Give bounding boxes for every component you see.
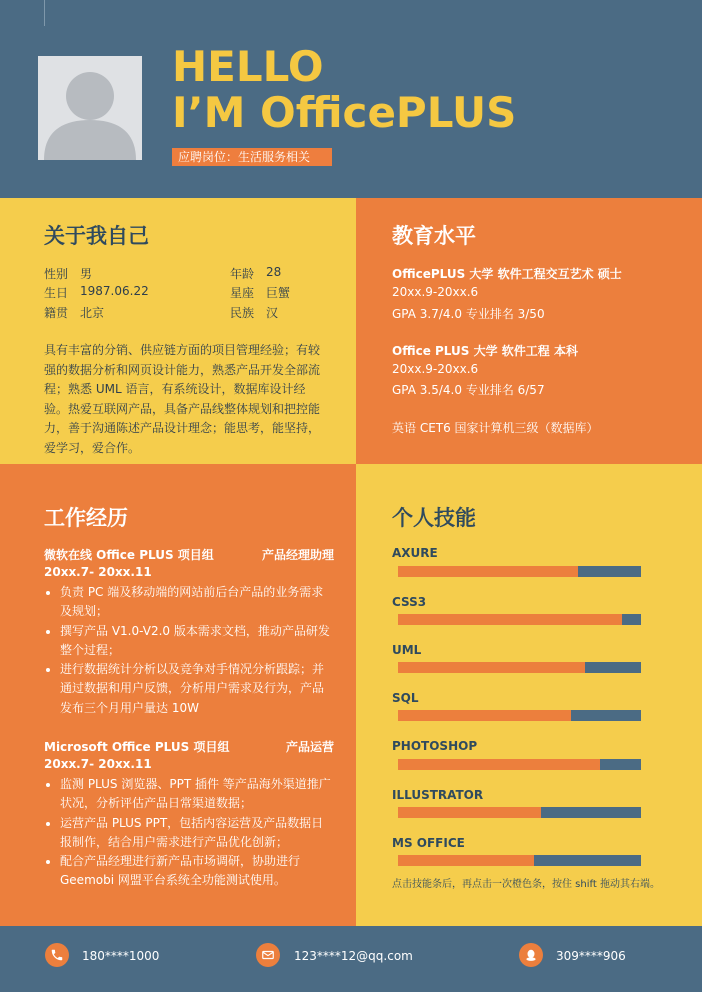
edu-2-date: 20xx.9-20xx.6: [392, 362, 479, 376]
mail-icon: [256, 943, 280, 967]
qq-icon: [519, 943, 543, 967]
job-1-duties: [44, 583, 334, 718]
skill-bar-fill[interactable]: [398, 662, 585, 673]
about-title: 关于我自己: [44, 224, 149, 248]
hero-title: [172, 44, 516, 136]
edu-2-school: Office PLUS 大学 软件工程 本科: [392, 344, 578, 358]
job-2: [44, 738, 334, 891]
age-label: 年龄: [230, 267, 255, 281]
list-item: • 监测 PLUS 浏览器、PPT 插件 等产品海外渠道推广状况，分析评估产品日常渠道数据；: [60, 775, 334, 814]
phone-number[interactable]: 180****1000: [82, 949, 160, 963]
edu-1-gpa: GPA 3.7/4.0 专业排名 3/50: [392, 307, 545, 321]
skill-bar[interactable]: [398, 566, 641, 577]
ethnic-value: 汉: [266, 306, 279, 320]
job-2-date: 20xx.7- 20xx.11: [44, 757, 152, 771]
list-item: • 运营产品 PLUS PPT，包括内容运营及产品数据日报制作，结合用户需求进行产品优化创新；: [60, 814, 334, 853]
list-item: • 配合产品经理进行新产品市场调研，协助进行 Geemobi 网盟平台系统全功能测试使用。: [60, 852, 334, 891]
user-silhouette-icon: [38, 56, 142, 160]
skill-label: CSS3: [392, 595, 427, 609]
zodiac-label: 星座: [230, 286, 255, 300]
ethnic-label: 民族: [230, 306, 255, 320]
skill-label: AXURE: [392, 546, 438, 560]
job-1-company: 微软在线 Office PLUS 项目组: [44, 548, 214, 562]
avatar: [38, 56, 142, 160]
origin-value: 北京: [80, 306, 105, 320]
job-1-role: 产品经理助理: [261, 548, 334, 562]
bio-text: 具有丰富的分销、供应链方面的项目管理经验；有较强的数据分析和网页设计能力，熟悉产品开发全部流程；熟悉 UML 语言，有系统设计，数据库设计经验。热爱互联网产品，具备产品线整体规划和把控能力，善于沟通陈述产品设计理念；能思考，能坚持，爱学习，爱合作。: [44, 343, 321, 455]
gender-label: 性别: [44, 267, 69, 281]
skill-bar[interactable]: [398, 807, 641, 818]
edu-1-date: 20xx.9-20xx.6: [392, 285, 479, 299]
job-2-company: Microsoft Office PLUS 项目组: [44, 740, 230, 754]
hero-line-1: HELLO: [172, 42, 324, 91]
qq-number[interactable]: 309****906: [556, 949, 626, 963]
skill-bar-fill[interactable]: [398, 759, 600, 770]
skills-title: 个人技能: [392, 506, 476, 530]
position-badge: 应聘岗位：生活服务相关: [172, 148, 332, 166]
gender-value: 男: [80, 267, 93, 281]
email-address[interactable]: 123****12@qq.com: [294, 949, 413, 963]
skill-bar-fill[interactable]: [398, 855, 534, 866]
phone-icon: [45, 943, 69, 967]
birth-label: 生日: [44, 286, 69, 300]
skill-label: ILLUSTRATOR: [392, 788, 484, 802]
job-2-role: 产品运营: [285, 740, 334, 754]
skill-label: UML: [392, 643, 422, 657]
zodiac-value: 巨蟹: [266, 286, 291, 300]
skill-bar-fill[interactable]: [398, 807, 541, 818]
skill-label: PHOTOSHOP: [392, 739, 478, 753]
skill-bar[interactable]: [398, 614, 641, 625]
list-item: • 进行数据统计分析以及竞争对手情况分析跟踪；并通过数据和用户反馈，分析用户需求及行为，产品发布三个月用户量达 10W: [60, 660, 334, 718]
skill-label: SQL: [392, 691, 419, 705]
hero-line-2: I’M OfficePLUS: [172, 88, 517, 137]
skill-hint: 点击技能条后，再点击一次橙色条，按住 shift 拖动其右端。: [392, 879, 660, 890]
job-1: [44, 546, 334, 718]
list-item: • 负责 PC 端及移动端的网站前后台产品的业务需求及规划；: [60, 583, 334, 622]
divider: [44, 0, 45, 26]
skill-bar[interactable]: [398, 662, 641, 673]
skill-bar[interactable]: [398, 710, 641, 721]
edu-2-gpa: GPA 3.5/4.0 专业排名 6/57: [392, 383, 545, 397]
skill-bar[interactable]: [398, 759, 641, 770]
job-1-date: 20xx.7- 20xx.11: [44, 565, 152, 579]
education-title: 教育水平: [392, 224, 476, 248]
skill-bar-fill[interactable]: [398, 710, 571, 721]
edu-1-school: OfficePLUS 大学 软件工程交互艺术 硕士: [392, 267, 622, 281]
birth-value: 1987.06.22: [80, 284, 149, 298]
job-2-duties: [44, 775, 334, 891]
skill-bar-fill[interactable]: [398, 614, 622, 625]
list-item: • 撰写产品 V1.0-V2.0 版本需求文档，推动产品研发整个过程；: [60, 622, 334, 661]
skill-label: MS OFFICE: [392, 836, 465, 850]
work-title: 工作经历: [44, 506, 128, 530]
edu-certs: 英语 CET6 国家计算机三级（数据库）: [392, 421, 599, 435]
age-value: 28: [266, 265, 282, 279]
skill-bar[interactable]: [398, 855, 641, 866]
origin-label: 籍贯: [44, 306, 69, 320]
skill-bar-fill[interactable]: [398, 566, 578, 577]
